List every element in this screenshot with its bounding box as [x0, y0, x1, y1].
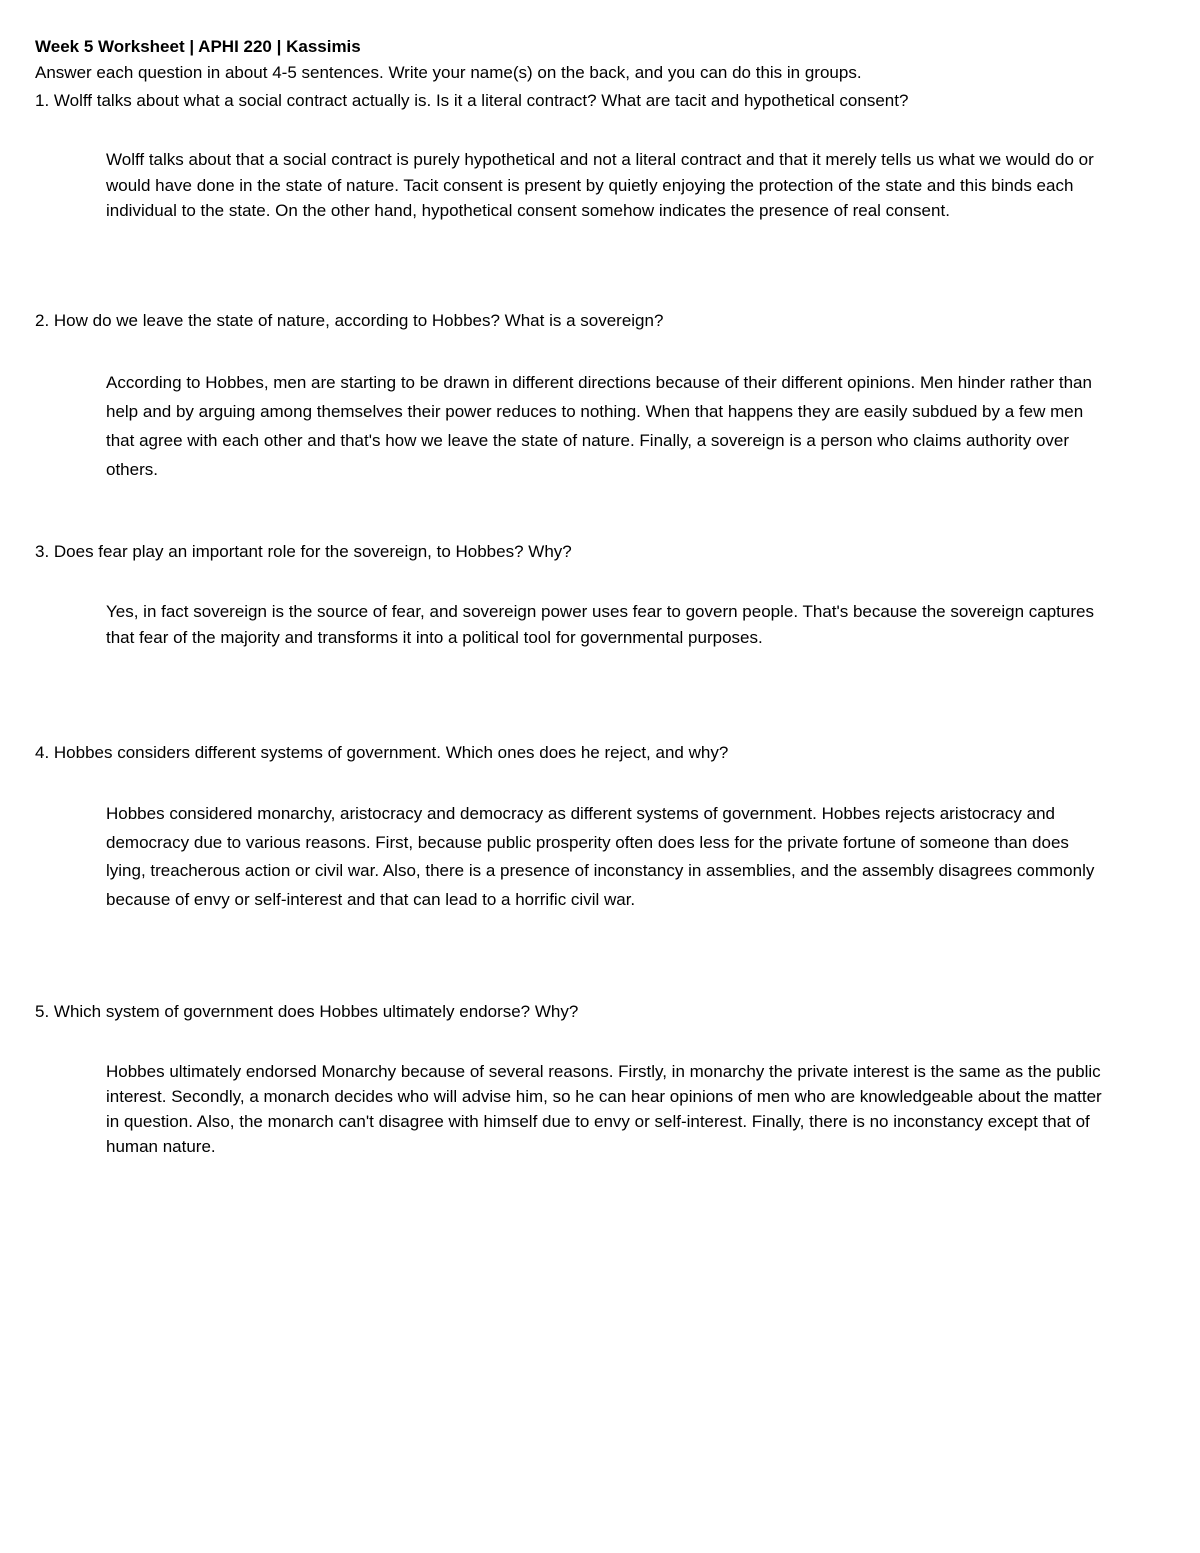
question-1: 1. Wolff talks about what a social contract actually is. Is it a literal contract? What are tacit and hypothetical consent?: [35, 91, 909, 110]
question-2: 2. How do we leave the state of nature, according to Hobbes? What is a sovereign?: [35, 311, 664, 330]
question-5: 5. Which system of government does Hobbes ultimately endorse? Why?: [35, 1002, 579, 1021]
worksheet-title: Week 5 Worksheet | APHI 220 | Kassimis: [35, 37, 361, 56]
worksheet-instructions: Answer each question in about 4-5 sentences. Write your name(s) on the back, and you can do this in groups.: [35, 63, 862, 82]
answer-3: Yes, in fact sovereign is the source of fear, and sovereign power uses fear to govern people. That's because the sovereign captures that fear of the majority and transforms it into a political tool for governmental purposes.: [106, 602, 1094, 647]
answer-5: Hobbes ultimately endorsed Monarchy because of several reasons. Firstly, in monarchy the private interest is the same as the public interest. Secondly, a monarch decides who will advise him, so he can hear opinions of men who are knowledgeable about the matter in question. Also, the monarch can't disagree with himself due to envy or self-interest. Finally, there is no inconstancy except that of human nature.: [106, 1062, 1102, 1156]
answer-4: Hobbes considered monarchy, aristocracy and democracy as different systems of government. Hobbes rejects aristocracy and democracy due to various reasons. First, because public prosperity often does less for the private fortune of someone than does lying, treacherous action or civil war. Also, there is a presence of inconstancy in assemblies, and the assembly disagrees commonly because of envy or self-interest and that can lead to a horrific civil war.: [106, 804, 1095, 910]
question-3: 3. Does fear play an important role for the sovereign, to Hobbes? Why?: [35, 542, 572, 561]
question-4: 4. Hobbes considers different systems of government. Which ones does he reject, and why?: [35, 743, 729, 762]
answer-1: Wolff talks about that a social contract is purely hypothetical and not a literal contract and that it merely tells us what we would do or would have done in the state of nature. Tacit consent is present by quietly enjoying the protection of the state and this binds each individual to the state. On the other hand, hypothetical consent somehow indicates the presence of real consent.: [106, 150, 1094, 220]
answer-2: According to Hobbes, men are starting to be drawn in different directions because of their different opinions. Men hinder rather than help and by arguing among themselves their power reduces to nothing. When that happens they are easily subdued by a few men that agree with each other and that's how we leave the state of nature. Finally, a sovereign is a person who claims authority over others.: [106, 373, 1092, 479]
